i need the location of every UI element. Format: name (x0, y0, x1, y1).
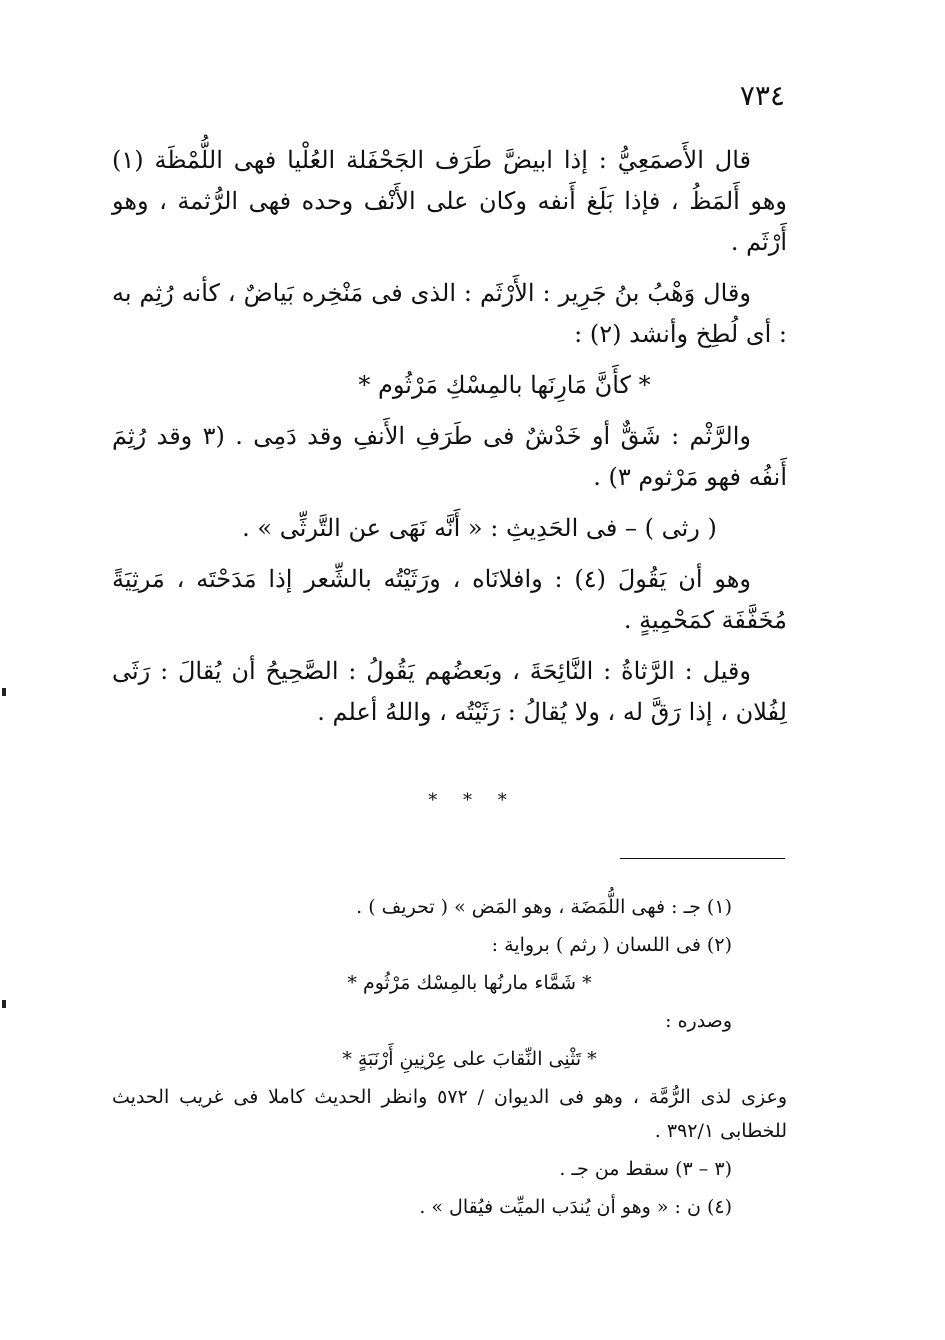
footnote-verse-1: * شَمَّاء مارنُها بالمِسْك مَرْثُوم * (347, 972, 592, 994)
main-text (112, 140, 787, 743)
footnote-3: (٣ – ٣) سقط من جـ . (559, 1158, 732, 1180)
footnote-sadr: وصدره : (665, 1010, 732, 1032)
footnote-attribution: وعزى لذى الرُّمَّة ، وهو فى الديوان / ٥٧٢ وانظر الحديث كاملا فى غريب الحديث للخطابى ٣٩٢/١ . (112, 1086, 788, 1142)
footnotes (112, 890, 787, 1228)
footnote-4: (٤) ن : « وهو أن يُندَب الميِّت فيُقال » . (419, 1196, 732, 1218)
footnote-1: (١) جـ : فهى اللُّمَضَة ، وهو المَض » ( تحريف ) . (356, 896, 732, 918)
section-separator: * * * (428, 790, 517, 811)
footnote-rule (620, 858, 785, 859)
paragraph-rathat: وقيل : الرَّثاةُ : النَّائِحَةَ ، وبَعضُهم يَقُولُ : الصَّحِيحُ أن يُقالَ : رَثَى لِفُلان ، إذا رَقَّ له ، ولا يُقالُ : رَثَيْتُه ، واللهُ أعلم . (112, 657, 787, 726)
scan-mark (2, 688, 6, 696)
entry-heading-rathy: ( رثى ) – فى الحَدِيثِ : « أَنَّه نَهَى عن التَّرثِّى » . (242, 514, 717, 542)
paragraph-asmai: قال الأَصمَعِيُّ : إذا ابيضَّ طَرَف الجَحْفَلة العُلْيا فهى اللُّمْظَة (١) وهو أَلمَظُ ، فإذا بَلَغ أَنفه وكان على الأَنْف وحده فهى الرُّثمة ، وهو أَرْثَم . (112, 146, 787, 256)
scan-mark (2, 1000, 6, 1008)
verse-line: * كأَنَّ مَارِنَها بالمِسْكِ مَرْثُوم * (358, 371, 651, 399)
footnote-verse-2: * تَثْنِى النِّقابَ على عِرْنِينِ أَرْنَبَةٍ * (342, 1048, 597, 1070)
paragraph-rathm: والرَّثْم : شَقٌّ أو خَدْشٌ فى طَرَفِ الأَنفِ وقد دَمِى . (٣ وقد رُثِمَ أَنفُه فهو مَرْثوم ٣) . (112, 422, 787, 491)
paragraph-marthiya: وهو أن يَقُولَ (٤) : وافلانَاه ، ورَثَيْتُه بالشِّعر إذا مَدَحْتَه ، مَرثِيَةً مُخَفَّفَة كمَحْمِيةٍ . (112, 565, 787, 634)
paragraph-wahb: وقال وَهْبُ بنُ جَرِير : الأَرْثَم : الذى فى مَنْخِره بَياضٌ ، كأنه رُثِم به : أى لُطِخ وأنشد (٢) : (112, 279, 787, 348)
page-number: ٧٣٤ (739, 79, 785, 112)
footnote-2: (٢) فى اللسان ( رثم ) برواية : (491, 934, 732, 956)
